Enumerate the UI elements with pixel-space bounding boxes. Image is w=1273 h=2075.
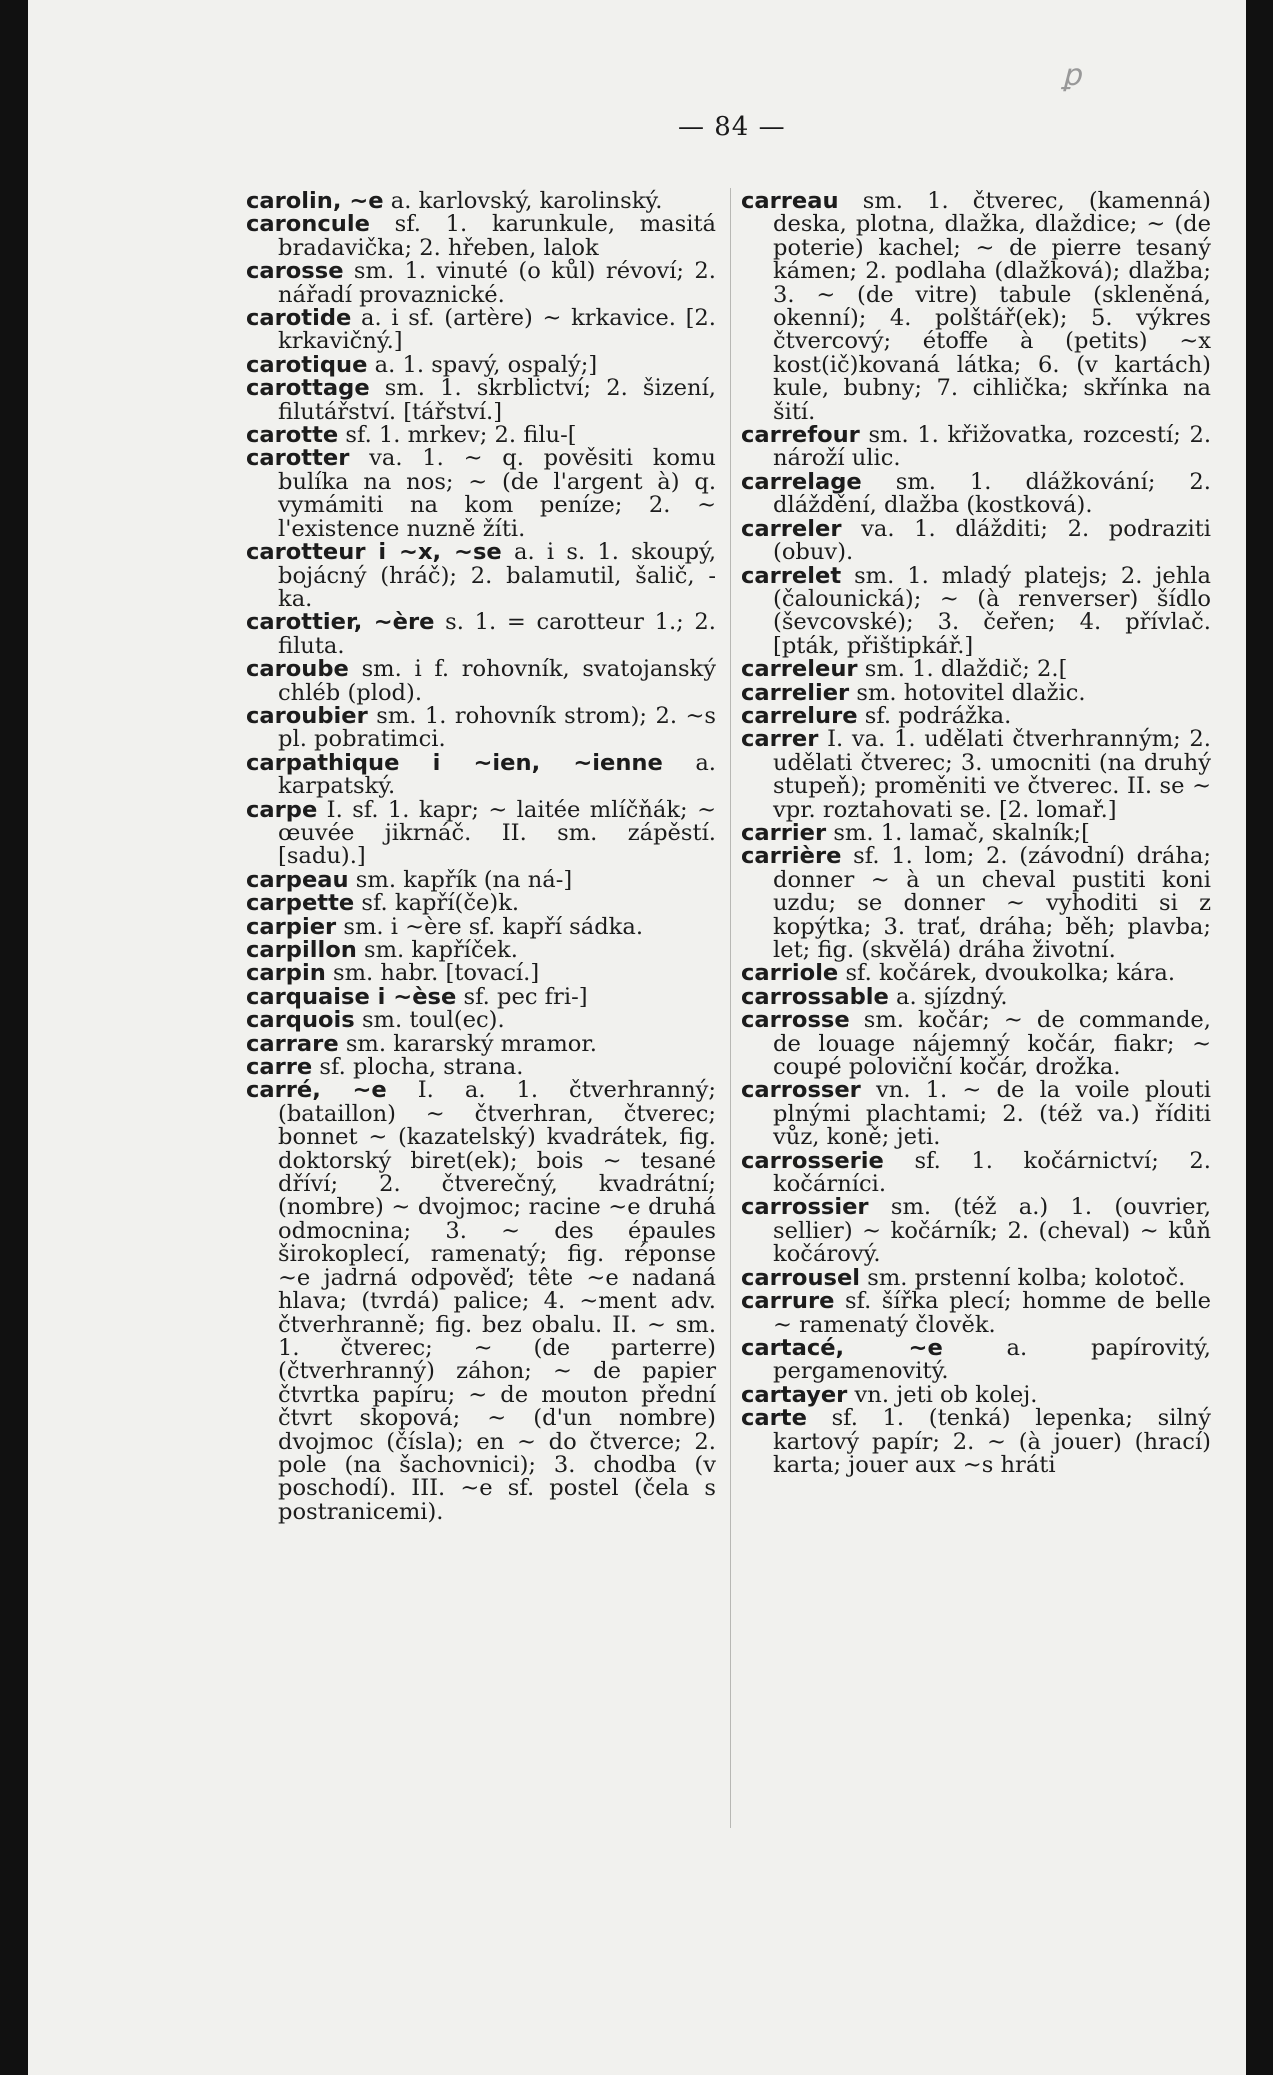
dictionary-entry: carosse sm. 1. vinuté (o kůl) révoví; 2. nářadí provaznické. xyxy=(246,258,716,308)
page-number: — 84 — xyxy=(678,112,786,142)
dictionary-entry: carrier sm. 1. lamač, skalník;[ xyxy=(741,819,1090,846)
dictionary-entry: carpe I. sf. 1. kapr; ~ laitée mlíčňák; ~ œuvée jikrnáč. II. sm. zápěstí. [sadu).] xyxy=(246,796,716,870)
dictionary-entry: carrelure sf. podrážka. xyxy=(741,702,1012,729)
dictionary-entry: carpin sm. habr. [tovací.] xyxy=(246,960,540,987)
dictionary-entry: carpillon sm. kapříček. xyxy=(246,937,518,963)
dictionary-entry: carre sf. plocha, strana. xyxy=(246,1054,524,1081)
left-column xyxy=(246,190,716,1524)
dictionary-entry: carrure sf. šířka plecí; homme de belle ~ ramenatý člověk. xyxy=(741,1288,1211,1338)
dictionary-entry: cartayer vn. jeti ob kolej. xyxy=(741,1381,1038,1408)
dictionary-entry: carrousel sm. prstenní kolba; kolotoč. xyxy=(741,1264,1186,1291)
dictionary-entry: carrare sm. kararský mramor. xyxy=(246,1030,597,1057)
dictionary-entry: carrossier sm. (též a.) 1. (ouvrier, sellier) ~ kočárník; 2. (cheval) ~ kůň kočárový. xyxy=(741,1194,1211,1268)
dictionary-entry: carrelet sm. 1. mladý platejs; 2. jehla (čalounická); ~ (à renverser) šídlo (ševcovské); 3. čeřen; 4. přívlač. [pták, přištipkář.] xyxy=(741,562,1211,659)
dictionary-entry: carrelier sm. hotovitel dlažic. xyxy=(741,679,1086,706)
dictionary-entry: caroubier sm. 1. rohovník strom); 2. ~s pl. pobratimci. xyxy=(246,702,716,753)
column-divider xyxy=(730,188,731,1828)
dictionary-entry: carrosse sm. kočár; ~ de commande, de louage nájemný kočár, fiakr; ~ coupé poloviční kočár, drožka. xyxy=(741,1007,1211,1081)
dictionary-entry: carrer I. va. 1. udělati čtverhranným; 2. udělati čtverec; 3. umocniti (na druhý stupeň); proměniti ve čtverec. II. se ~ vpr. roztahovati se. [2. lomař.] xyxy=(741,726,1211,823)
dictionary-entry: caroube sm. i f. rohovník, svatojanský chléb (plod). xyxy=(246,656,716,706)
dictionary-entry: carrière sf. 1. lom; 2. (závodní) dráha; donner ~ à un cheval pustiti koni uzdu; se donner ~ vyhoditi si z kopýtka; 3. trať, dráha; běh; plavba; let; fig. (skvělá) dráha životní. xyxy=(741,843,1211,963)
dictionary-entry: carrefour sm. 1. křižovatka, rozcestí; 2. nároží ulic. xyxy=(741,422,1211,472)
dictionary-entry: carpathique i ~ien, ~ienne a. karpatský. xyxy=(246,749,716,800)
dictionary-entry: carriole sf. kočárek, dvoukolka; kára. xyxy=(741,960,1176,987)
dictionary-entry: carré, ~e I. a. 1. čtverhranný; (bataillon) ~ čtverhran, čtverec; bonnet ~ (kazatelský) kvadrátek, fig. doktorský biret(ek); bois ~ tesané dříví; 2. čtverečný, kvadrátní; (nombre) ~ dvojmoc; racine ~e druhá odmocnina; 3. ~ des épaules širokoplecí, ramenatý; fig. réponse ~e jadrná odpověď; tête ~e nadaná hlava; (tvrdá) palice; 4. ~ment adv. čtverhranně; fig. bez obalu. II. ~ sm. 1. čtverec; ~ (de parterre) (čtverhranný) záhon; ~ de papier čtvrtka papíru; ~ de mouton přední čtvrt skopová; ~ (d'un nombre) dvojmoc (čísla); en ~ do čtverce; 2. pole (na šachovnici); 3. chodba (v poschodí). III. ~e sf. postel (čela s postranicemi). xyxy=(246,1077,717,1525)
right-column xyxy=(741,190,1211,1477)
dictionary-entry: carrosser vn. 1. ~ de la voile plouti plnými plachtami; 2. (též va.) říditi vůz, koně; jeti. xyxy=(741,1077,1211,1151)
dictionary-entry: carrossable a. sjízdný. xyxy=(741,983,1008,1010)
dictionary-entry: carotique a. 1. spavý, ospalý;] xyxy=(246,351,598,378)
dictionary-entry: cartacé, ~e a. papírovitý, pergamenovitý. xyxy=(741,1334,1211,1385)
dictionary-entry: carte sf. 1. (tenká) lepenka; silný kartový papír; 2. ~ (à jouer) (hrací) karta; jouer aux ~s hráti xyxy=(741,1405,1211,1478)
dictionary-entry: carrelage sm. 1. dlážkování; 2. dláždění, dlažba (kostková). xyxy=(741,468,1211,519)
dictionary-entry: carotte sf. 1. mrkev; 2. filu-[ xyxy=(246,422,577,449)
dictionary-entry: carpette sf. kapří(če)k. xyxy=(246,890,520,917)
corner-pencil-mark: ꝑ xyxy=(1062,58,1082,93)
dictionary-entry: carreleur sm. 1. dlaždič; 2.[ xyxy=(741,656,1068,683)
dictionary-entry: carreler va. 1. dlážditi; 2. podraziti (obuv). xyxy=(741,515,1211,566)
dictionary-entry: carottier, ~ère s. 1. = carotteur 1.; 2. filuta. xyxy=(246,609,716,659)
dictionary-entry: carreau sm. 1. čtverec, (kamenná) deska, plotna, dlažka, dlaždice; ~ (de poterie) kachel; ~ de pierre tesaný kámen; 2. podlaha (dlažková); dlažba; 3. ~ (de vitre) tabule (skleněná, okenní); 4. polštář(ek); 5. výkres čtvercový; étoffe à (petits) ~x kost(ič)kovaná látka; 6. (v kartách) kule, bubny; 7. cihlička; skřínka na šití. xyxy=(741,188,1211,425)
dictionary-page xyxy=(28,0,1246,2075)
dictionary-entry: carquaise i ~èse sf. pec fri-] xyxy=(246,983,588,1010)
dictionary-entry: carrosserie sf. 1. kočárnictví; 2. kočárníci. xyxy=(741,1147,1211,1198)
dictionary-entry: carpeau sm. kapřík (na ná-] xyxy=(246,866,573,893)
dictionary-entry: carottage sm. 1. skrblictví; 2. šizení, filutářství. [tářství.] xyxy=(246,375,716,425)
dictionary-entry: carotide a. i sf. (artère) ~ krkavice. [2. krkavičný.] xyxy=(246,305,716,355)
dictionary-entry: carquois sm. toul(ec). xyxy=(246,1007,505,1034)
dictionary-entry: carolin, ~e a. karlovský, karolinský. xyxy=(246,188,663,214)
dictionary-entry: carpier sm. i ~ère sf. kapří sádka. xyxy=(246,913,644,940)
dictionary-entry: caroncule sf. 1. karunkule, masitá bradavička; 2. hřeben, lalok xyxy=(246,211,716,261)
dictionary-entry: carotteur i ~x, ~se a. i s. 1. skoupý, bojácný (hráč); 2. balamutil, šalič, -ka. xyxy=(246,539,717,612)
dictionary-entry: carotter va. 1. ~ q. pověsiti komu bulíka na nos; ~ (de l'argent à) q. vymámiti na kom peníze; 2. ~ l'existence nuzně žíti. xyxy=(246,445,716,542)
